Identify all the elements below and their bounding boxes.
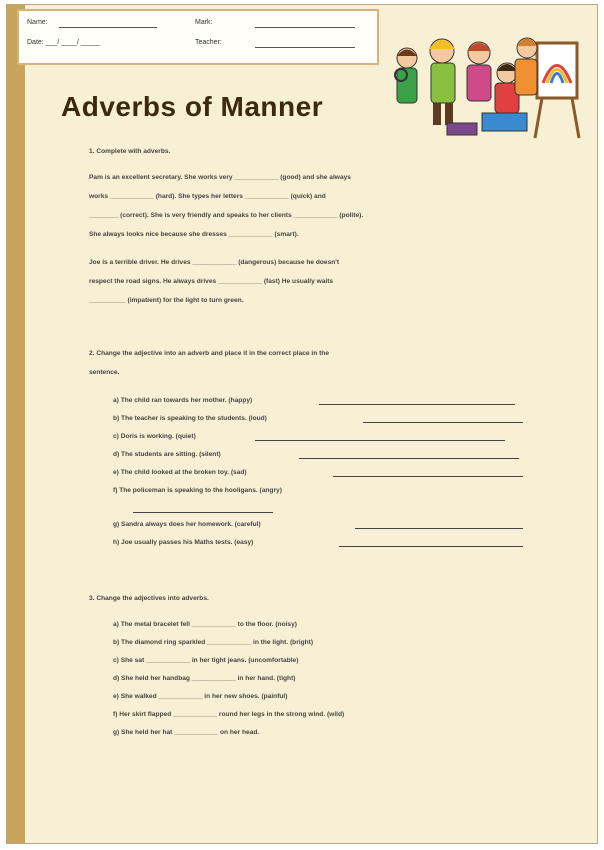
mark-row — [195, 19, 213, 26]
section3-item-e: e) She walked ____________ in her new shoes. (painful) — [113, 693, 288, 700]
worksheet-page — [6, 4, 598, 844]
name-row — [27, 19, 48, 26]
answer-line[interactable] — [355, 528, 523, 529]
section1-heading: 1. Complete with adverbs. — [89, 148, 171, 155]
section2-item-f: f) The policeman is speaking to the hooligans. (angry) — [113, 487, 282, 494]
section2-heading-line2: sentence. — [89, 369, 120, 376]
answer-line[interactable] — [339, 546, 523, 547]
date-label: Date: ___/ ____/ _____ — [27, 39, 101, 46]
mark-line — [255, 27, 355, 28]
section3-heading: 3. Change the adjectives into adverbs. — [89, 595, 209, 602]
answer-line[interactable] — [363, 422, 523, 423]
section1-p2-line2: respect the road signs. He always drives ____________ (fast) He usually waits — [89, 278, 334, 285]
teacher-line — [255, 47, 355, 48]
section2-item-a: a) The child ran towards her mother. (happy) — [113, 397, 253, 404]
answer-line[interactable] — [133, 512, 273, 513]
answer-line[interactable] — [333, 476, 523, 477]
worksheet-title: Adverbs of Manner — [61, 91, 324, 122]
date-row — [27, 39, 100, 46]
section3-item-c: c) She sat ____________ in her tight jeans. (uncomfortable) — [113, 657, 299, 664]
section3-item-f: f) Her skirt flapped ____________ round her legs in the strong wind. (wild) — [113, 711, 345, 718]
section2-item-g: g) Sandra always does her homework. (careful) — [113, 521, 261, 528]
answer-line[interactable] — [255, 440, 505, 441]
teacher-row — [195, 39, 222, 46]
section1-p1-line1: Pam is an excellent secretary. She works very ____________ (good) and she always — [89, 174, 351, 181]
section2-item-b: b) The teacher is speaking to the students. (loud) — [113, 415, 267, 422]
section1-p1-line4: She always looks nice because she dresses ____________ (smart). — [89, 231, 299, 238]
name-line — [59, 27, 157, 28]
section2-item-d: d) The students are sitting. (silent) — [113, 451, 221, 458]
section2-heading-line1: 2. Change the adjective into an adverb and place it in the correct place in the — [89, 350, 330, 357]
section2-item-c: c) Doris is working. (quiet) — [113, 433, 196, 440]
section2-item-e: e) The child looked at the broken toy. (sad) — [113, 469, 247, 476]
children-clipart-illustration — [387, 23, 587, 143]
section3-item-b: b) The diamond ring sparkled ____________ in the light. (bright) — [113, 639, 314, 646]
section1-p2-line1: Joe is a terrible driver. He drives ____________ (dangerous) because he doesn't — [89, 259, 340, 266]
section3-item-a: a) The metal bracelet fell ____________ to the floor. (noisy) — [113, 621, 297, 628]
answer-line[interactable] — [299, 458, 519, 459]
decorative-side-bar — [7, 5, 25, 843]
section1-p1-line2: works ____________ (hard). She types her letters ____________ (quick) and — [89, 193, 326, 200]
name-label: Name: — [27, 19, 48, 26]
section1-p2-line3: __________ (impatient) for the light to turn green. — [89, 297, 244, 304]
student-info-box — [17, 9, 379, 65]
teacher-label: Teacher: — [195, 39, 222, 46]
section3-item-d: d) She held her handbag ____________ in her hand. (tight) — [113, 675, 296, 682]
section2-item-h: h) Joe usually passes his Maths tests. (easy) — [113, 539, 254, 546]
mark-label: Mark: — [195, 19, 213, 26]
answer-line[interactable] — [319, 404, 515, 405]
section3-item-g: g) She held her hat ____________ on her head. — [113, 729, 260, 736]
section1-p1-line3: ________ (correct). She is very friendly and speaks to her clients ____________ (polite). — [89, 212, 364, 219]
